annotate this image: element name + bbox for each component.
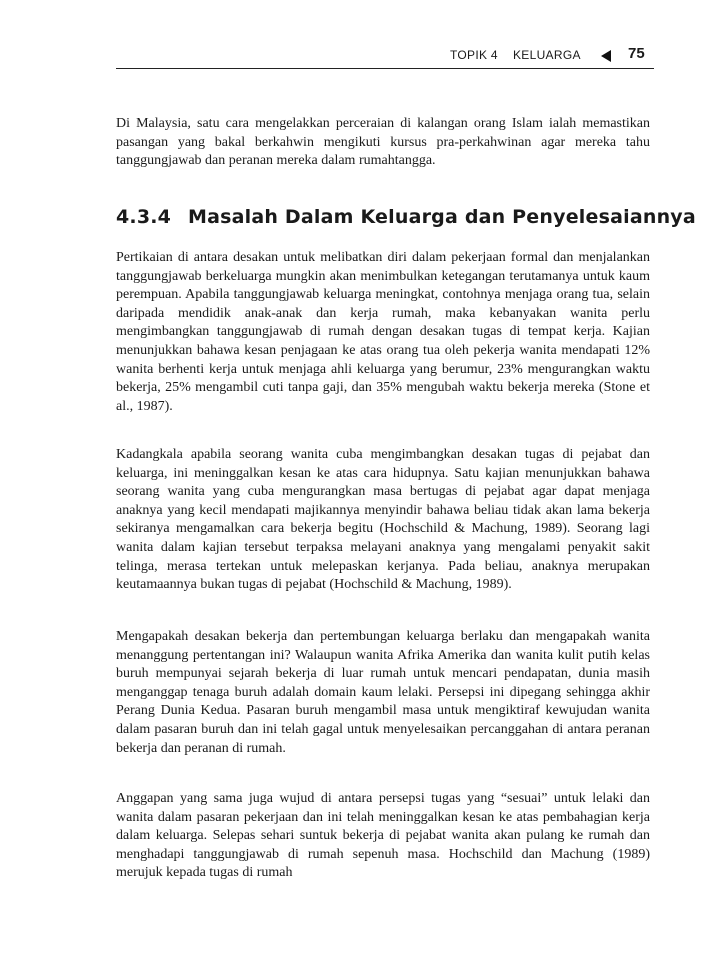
paragraph-3: Mengapakah desakan bekerja dan pertembungan keluarga berlaku dan mengapakah wanita menanggung pertentangan ini? Walaupun wanita Afrika Amerika dan wanita kulit putih kelas buruh mempunyai sejarah bekerja di luar rumah untuk mencari pendapatan, dunia masih menganggap tenaga buruh adalah domain kaum lelaki. Persepsi ini dipegang sehingga akhir Perang Dunia Kedua. Pasaran buruh mengambil masa untuk mengiktiraf kewujudan wanita dalam pasaran buruh dan ini telah gagal untuk menyelesaikan percanggahan di antara peranan bekerja dan peranan di rumah.: [116, 629, 650, 756]
intro-paragraph: Di Malaysia, satu cara mengelakkan perceraian di kalangan orang Islam ialah memastikan pasangan yang bakal berkahwin mengikuti kursus pra-perkahwinan agar mereka tahu tanggungjawab dan peranan mereka dalam rumahtangga.: [116, 116, 650, 169]
paragraph-2: Kadangkala apabila seorang wanita cuba mengimbangkan desakan tugas di pejabat dan keluarga, ini meninggalkan kesan ke atas cara hidupnya. Satu kajian menunjukkan bahawa seorang wanita yang cuba mengurangkan masa bertugas di pejabat agar dapat menjaga anaknya yang kecil mendapati majikannya menyindir bahawa beliau tidak akan lama bekerja sekiranya mengamalkan cara bekerja begitu (Hochschild & Machung, 1989). Seorang lagi wanita dalam kajian tersebut terpaksa melayani anaknya yang mengalami penyakit sakit telinga, merasa tertekan untuk melepaskan kerjanya. Pada beliau, anaknya merupakan keutamaannya bukan tugas di pejabat (Hochschild & Machung, 1989).: [116, 447, 650, 593]
section-number: 4.3.4: [116, 206, 172, 228]
paragraph-4: Anggapan yang sama juga wujud di antara persepsi tugas yang “sesuai” untuk lelaki dan wanita dalam pasaran pekerjaan dan ini telah meninggalkan kesan ke atas pembahagian kerja dalam keluarga. Selepas sehari suntuk bekerja di pejabat wanita akan pulang ke rumah dan menghadapi tanggungjawab di rumah sepenuh masa. Hochschild dan Machung (1989) merujuk kepada tugas di rumah: [116, 791, 650, 881]
section-title: Masalah Dalam Keluarga dan Penyelesaiannya: [188, 206, 696, 228]
paragraph-1: Pertikaian di antara desakan untuk melibatkan diri dalam pekerjaan formal dan menjalankan tanggungjawab berkeluarga mungkin akan menimbulkan ketegangan terutamanya untuk kaum perempuan. Apabila tanggungjawab keluarga meningkat, contohnya menjaga orang tua, selain daripada mendidik anak-anak dan kerja rumah, maka kebanyakan wanita perlu mengimbangkan tanggungjawab di rumah dengan desakan tugas di tempat kerja. Kajian menunjukkan bahawa kesan penjagaan ke atas orang tua oleh pekerja wanita mendapati 12% wanita berhenti kerja untuk menjaga ahli keluarga yang berumur, 23% mengurangkan waktu bekerja, 25% mengambil cuti tanpa gaji, dan 35% mengubah waktu bekerja mereka (Stone et al., 1987).: [116, 250, 650, 414]
triangle-left-icon: [601, 50, 611, 62]
header-chapter: KELUARGA: [513, 48, 581, 62]
section-heading: [116, 206, 696, 228]
header-topic: TOPIK 4: [450, 48, 498, 62]
running-header: [116, 40, 654, 69]
page-number: 75: [628, 45, 645, 62]
